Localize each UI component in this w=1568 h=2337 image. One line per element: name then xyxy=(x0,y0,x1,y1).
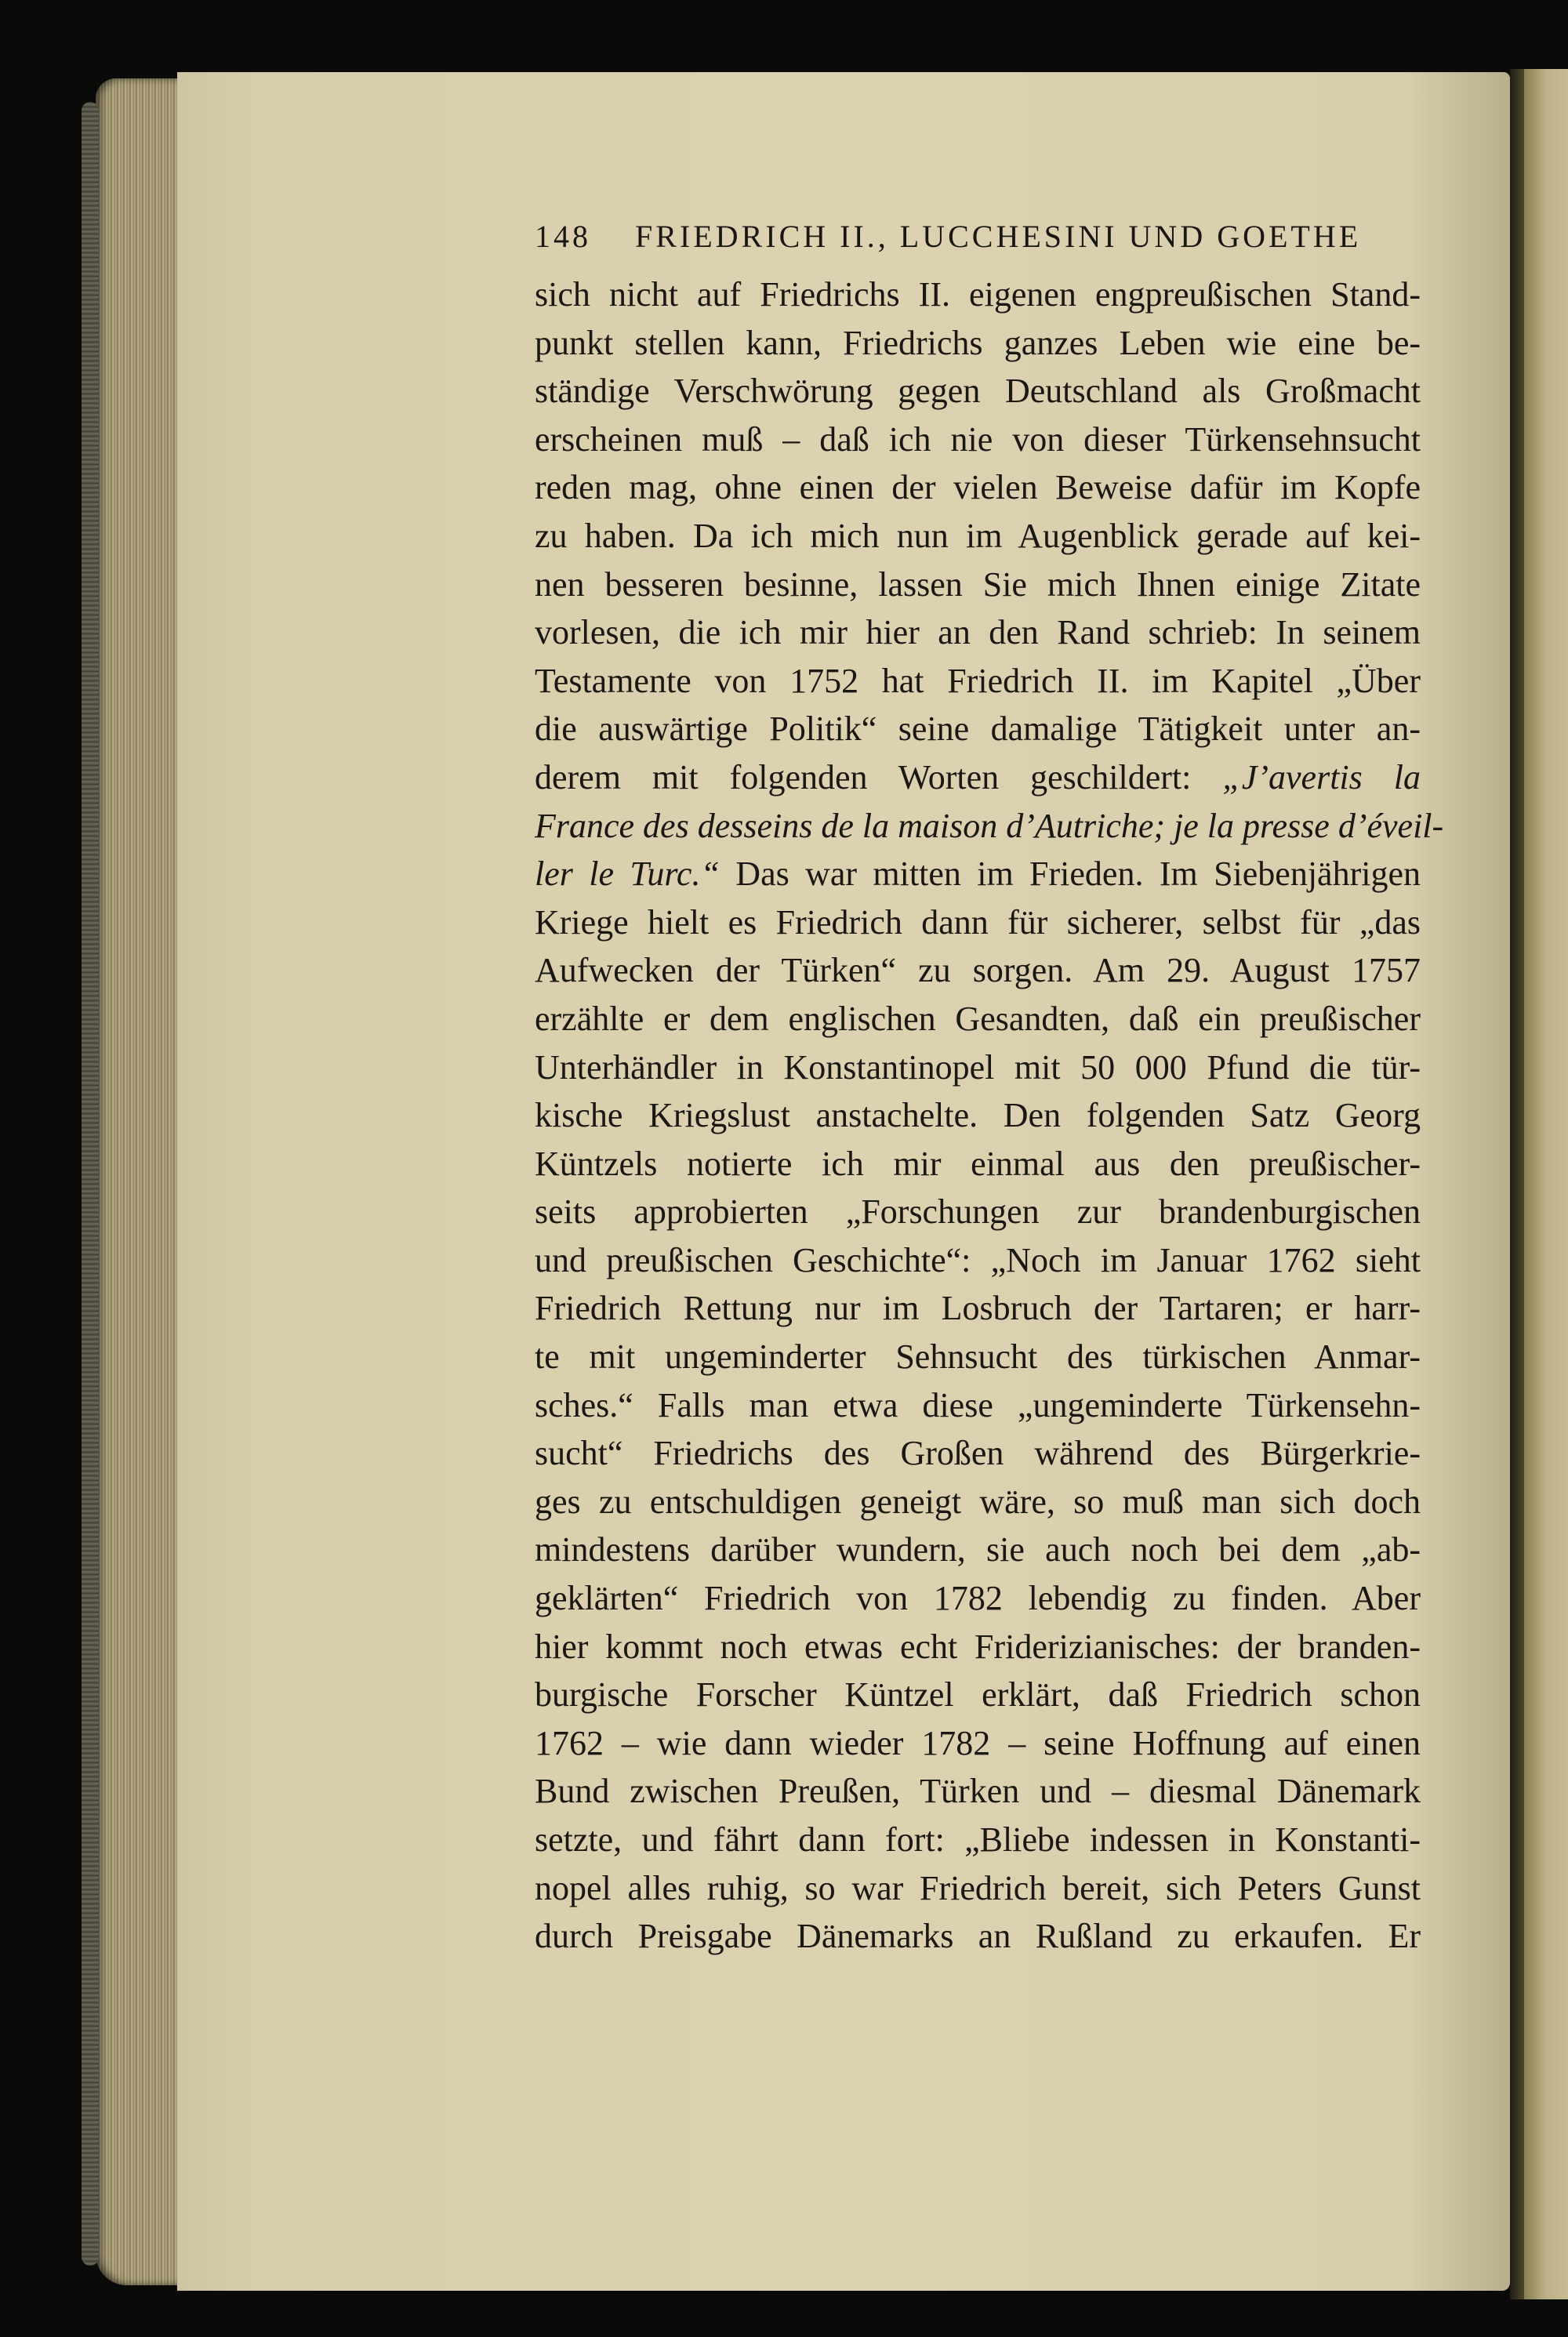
text-line xyxy=(535,705,1421,753)
text-run: punkt stellen kann, Friedrichs ganzes Leben wie eine be- xyxy=(535,323,1421,362)
text-line xyxy=(535,1864,1421,1913)
text-line xyxy=(535,1478,1421,1526)
text-run: 1762 – wie dann wieder 1782 – seine Hoffnung auf einen xyxy=(535,1723,1421,1762)
text-line xyxy=(535,270,1421,319)
text-run: sich nicht auf Friedrichs II. eigenen engpreußischen Stand- xyxy=(535,275,1421,314)
text-run: Küntzels notierte ich mir einmal aus den preußischer- xyxy=(535,1144,1421,1183)
facing-page-sliver xyxy=(1524,69,1568,2299)
text-run: Kriege hielt es Friedrich dann für sicherer, selbst für „das xyxy=(535,902,1421,942)
text-run: geklärten“ Friedrich von 1782 lebendig zu finden. Aber xyxy=(535,1579,1421,1618)
text-run: sucht“ Friedrichs des Großen während des Bürgerkrie- xyxy=(535,1434,1421,1473)
text-line xyxy=(535,1284,1421,1333)
text-run: hier kommt noch etwas echt Friderizianisches: der branden- xyxy=(535,1627,1421,1666)
text-line xyxy=(535,512,1421,561)
text-line xyxy=(535,1574,1421,1623)
text-line xyxy=(535,1188,1421,1236)
text-line xyxy=(535,1043,1421,1092)
italic-run: ler le Turc.“ xyxy=(535,855,720,894)
text-run: reden mag, ohne einen der vielen Beweise dafür im Kopfe xyxy=(535,468,1421,507)
text-run: Aufwecken der Türken“ zu sorgen. Am 29. August 1757 xyxy=(535,951,1421,990)
text-run: Testamente von 1752 hat Friedrich II. im Kapitel „Über xyxy=(535,661,1421,700)
text-run: erscheinen muß – daß ich nie von dieser Türkensehnsucht xyxy=(535,419,1421,459)
text-line xyxy=(535,608,1421,657)
text-line xyxy=(535,850,1421,898)
text-run: burgische Forscher Küntzel erklärt, daß Friedrich schon xyxy=(535,1675,1421,1715)
text-run: Das war mitten im Frieden. Im Siebenjährigen xyxy=(719,855,1421,894)
text-run: derem mit folgenden Worten geschildert: xyxy=(535,757,1223,797)
text-line xyxy=(535,1091,1421,1140)
text-line xyxy=(535,1526,1421,1574)
text-run: und preußischen Geschichte“: „Noch im Januar 1762 sieht xyxy=(535,1240,1421,1279)
text-run: seits approbierten „Forschungen zur brandenburgischen xyxy=(535,1192,1421,1232)
text-run: ständige Verschwörung gegen Deutschland als Großmacht xyxy=(535,372,1421,411)
text-line xyxy=(535,1816,1421,1864)
text-line xyxy=(535,1140,1421,1188)
italic-run: France des desseins de la maison d’Autriche; je la presse d’éveil- xyxy=(535,806,1444,845)
text-run: Bund zwischen Preußen, Türken und – diesmal Dänemark xyxy=(535,1772,1421,1811)
text-line xyxy=(535,657,1421,706)
text-line xyxy=(535,1912,1421,1961)
text-line xyxy=(535,561,1421,609)
text-run: ges zu entschuldigen geneigt wäre, so muß man sich doch xyxy=(535,1482,1421,1521)
text-line xyxy=(535,1767,1421,1816)
text-line xyxy=(535,753,1421,802)
running-header xyxy=(535,218,1380,265)
running-title: FRIEDRICH II., LUCCHESINI UND GOETHE xyxy=(635,219,1362,254)
text-line xyxy=(535,1671,1421,1719)
text-line xyxy=(535,802,1444,851)
text-run: sches.“ Falls man etwa diese „ungeminderte Türkensehn- xyxy=(535,1385,1421,1424)
text-line xyxy=(535,1623,1421,1671)
text-run: nen besseren besinne, lassen Sie mich Ihnen einige Zitate xyxy=(535,564,1421,604)
text-line xyxy=(535,1429,1421,1478)
book-page-edges xyxy=(96,78,182,2285)
text-line xyxy=(535,319,1421,368)
text-run: durch Preisgabe Dänemarks an Rußland zu erkaufen. Er xyxy=(535,1917,1421,1956)
text-run: zu haben. Da ich mich nun im Augenblick gerade auf kei- xyxy=(535,516,1421,555)
text-line xyxy=(535,946,1421,995)
text-run: die auswärtige Politik“ seine damalige Tätigkeit unter an- xyxy=(535,709,1421,749)
text-line xyxy=(535,416,1421,464)
body-text xyxy=(535,270,1444,1961)
text-line xyxy=(535,1236,1421,1285)
text-run: nopel alles ruhig, so war Friedrich bereit, sich Peters Gunst xyxy=(535,1868,1421,1907)
text-run: Friedrich Rettung nur im Losbruch der Tartaren; er harr- xyxy=(535,1289,1421,1328)
italic-run: „J’avertis la xyxy=(1222,757,1421,797)
text-run: mindestens darüber wundern, sie auch noch bei dem „ab- xyxy=(535,1530,1421,1569)
text-line xyxy=(535,995,1421,1043)
text-line xyxy=(535,1381,1421,1430)
text-line xyxy=(535,463,1421,512)
text-run: setzte, und fährt dann fort: „Bliebe indessen in Konstanti- xyxy=(535,1820,1421,1859)
text-run: kische Kriegslust anstachelte. Den folgenden Satz Georg xyxy=(535,1096,1421,1135)
text-run: Unterhändler in Konstantinopel mit 50 000 Pfund die tür- xyxy=(535,1047,1421,1087)
text-line xyxy=(535,1719,1421,1768)
text-run: vorlesen, die ich mir hier an den Rand schrieb: In seinem xyxy=(535,613,1421,652)
text-run: te mit ungeminderter Sehnsucht des türkischen Anmar- xyxy=(535,1337,1421,1377)
text-line xyxy=(535,898,1421,947)
text-line xyxy=(535,1333,1421,1381)
text-line xyxy=(535,367,1421,416)
page-number: 148 xyxy=(535,219,591,254)
text-run: erzählte er dem englischen Gesandten, daß ein preußischer xyxy=(535,999,1421,1038)
